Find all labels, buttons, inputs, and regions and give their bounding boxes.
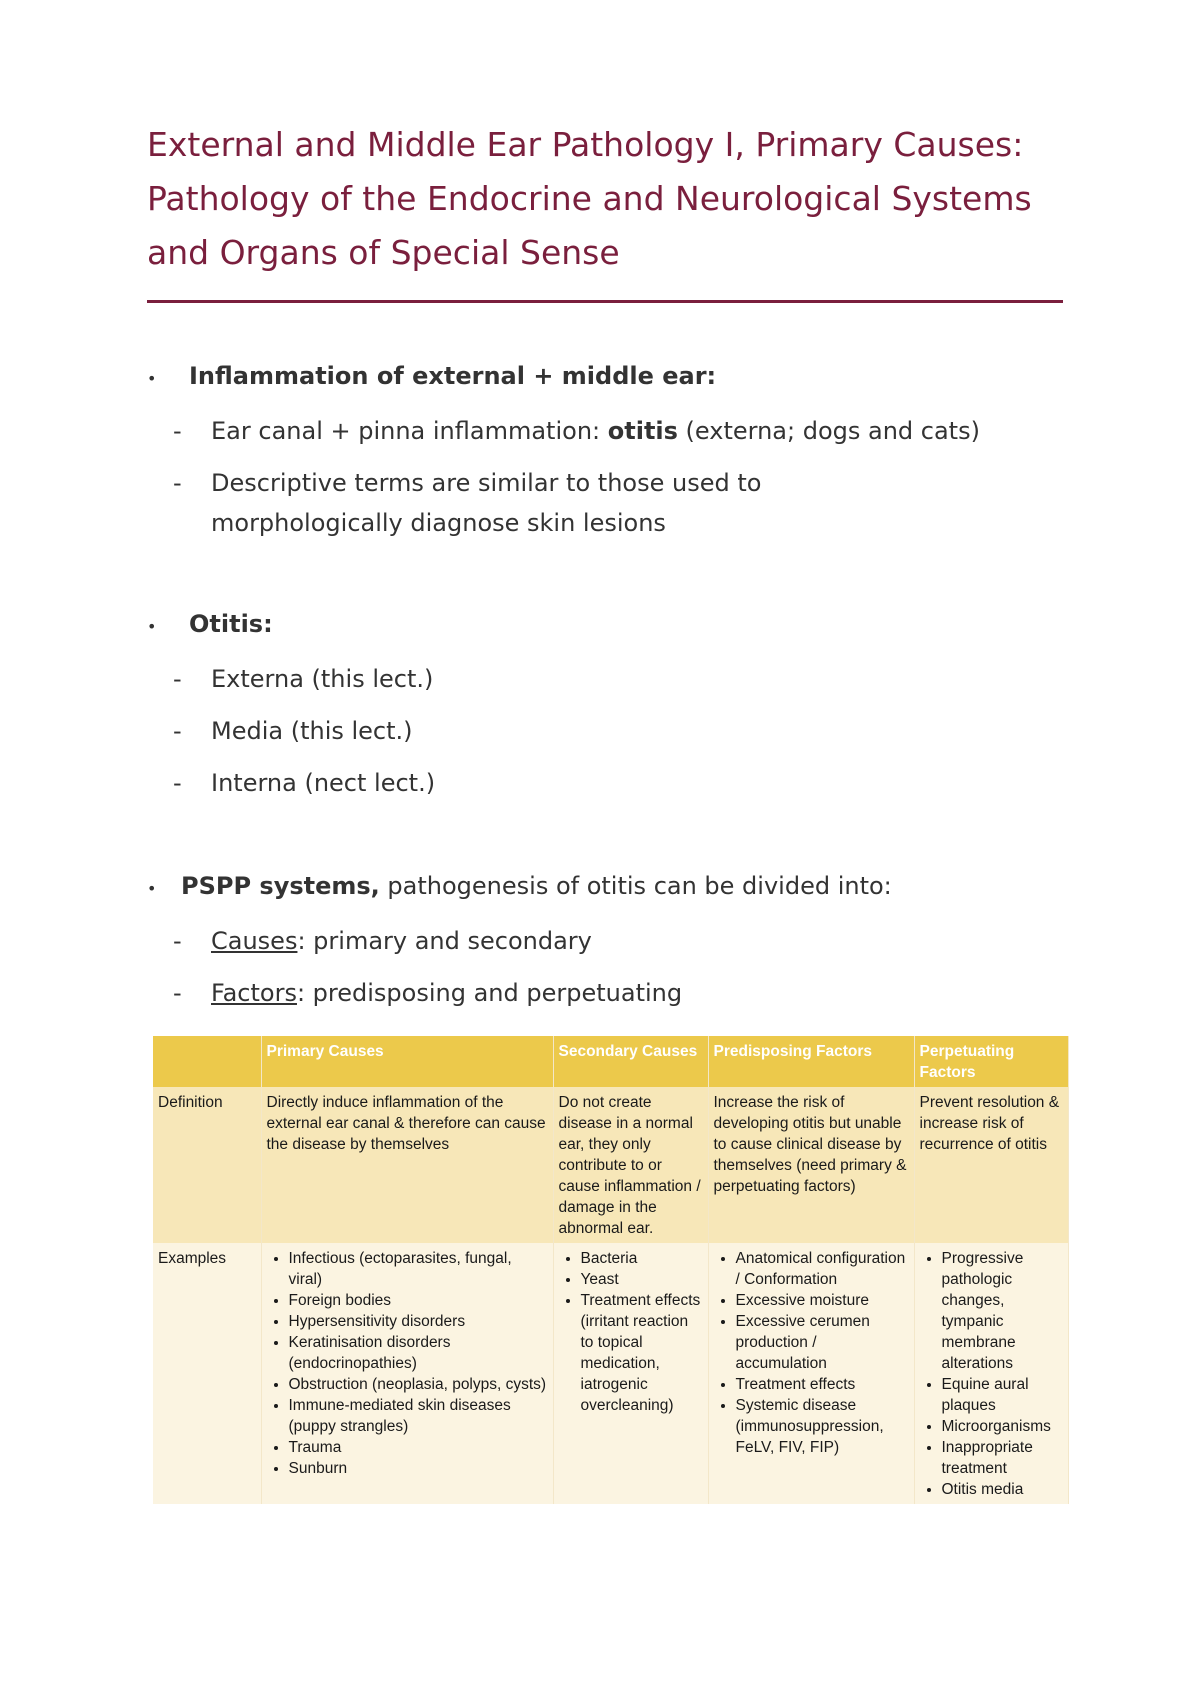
list-item: • Excessive moisture: [736, 1290, 909, 1311]
dash-icon: -: [173, 469, 182, 497]
list-item: [147, 757, 1107, 809]
header-cell-predisposing-factors: Predisposing Factors: [708, 1036, 914, 1087]
bullet-icon: •: [147, 879, 157, 898]
list-item: • Sunburn: [289, 1458, 548, 1479]
item-text: Ear canal + pinna inflammation:: [211, 417, 608, 445]
bullet-heading: [147, 598, 1107, 653]
list-item: • Foreign bodies: [289, 1290, 548, 1311]
dash-icon: -: [173, 979, 182, 1007]
list-item: • Treatment effects (irritant reaction to topical medication, iatrogenic overcleaning): [581, 1290, 703, 1416]
list-item: • Obstruction (neoplasia, polyps, cysts): [289, 1374, 548, 1395]
header-cell-empty: [153, 1036, 261, 1087]
table-header-row: [153, 1036, 1068, 1087]
item-underline: Factors: [211, 979, 297, 1007]
bullet-heading: [147, 860, 1107, 915]
list-item: • Keratinisation disorders (endocrinopathies): [289, 1332, 548, 1374]
item-text: Media (this lect.): [211, 717, 413, 745]
page-title: External and Middle Ear Pathology I, Primary Causes: Pathology of the Endocrine and Neurological Systems and Organs of Special Sense: [147, 125, 1032, 272]
section-otitis: [147, 598, 1107, 809]
bullet-icon: •: [147, 617, 157, 636]
title-divider: [147, 300, 1063, 303]
examples-primary: [261, 1243, 553, 1504]
examples-list: [920, 1248, 1063, 1500]
list-item: • Systemic disease (immunosuppression, FeLV, FIV, FIP): [736, 1395, 909, 1458]
list-item: • Equine aural plaques: [942, 1374, 1063, 1416]
header-cell-primary-causes: Primary Causes: [261, 1036, 553, 1087]
definition-secondary: Do not create disease in a normal ear, they only contribute to or cause inflammation / damage in the abnormal ear.: [553, 1087, 708, 1243]
bullet-label: PSPP systems,: [181, 872, 380, 900]
table: [153, 1036, 1069, 1504]
pspp-table: [153, 1036, 1068, 1504]
examples-predisposing: [708, 1243, 914, 1504]
item-text: Descriptive terms are similar to those used to morphologically diagnose skin lesions: [211, 469, 762, 537]
section-pspp: [147, 860, 1107, 1019]
examples-perpetuating: [914, 1243, 1068, 1504]
item-text-rest: : primary and secondary: [297, 927, 592, 955]
list-item: [147, 915, 1107, 967]
table-row-definition: [153, 1087, 1068, 1243]
list-item: • Trauma: [289, 1437, 548, 1458]
list-item: [147, 967, 1107, 1019]
list-item: • Excessive cerumen production / accumulation: [736, 1311, 909, 1374]
row-label-examples: Examples: [153, 1243, 261, 1504]
bullet-icon: •: [147, 369, 157, 388]
section-inflammation: [147, 350, 1107, 543]
item-bold: otitis: [607, 417, 678, 445]
dash-icon: -: [173, 927, 182, 955]
header-cell-perpetuating-factors: Perpetuating Factors: [914, 1036, 1068, 1087]
list-item: • Microorganisms: [942, 1416, 1063, 1437]
list-item: • Treatment effects: [736, 1374, 909, 1395]
list-item: • Immune-mediated skin diseases (puppy strangles): [289, 1395, 548, 1437]
bullet-label-rest: pathogenesis of otitis can be divided into:: [379, 872, 892, 900]
definition-perpetuating: Prevent resolution & increase risk of recurrence of otitis: [914, 1087, 1068, 1243]
list-item: • Otitis media: [942, 1479, 1063, 1500]
item-text-rest: (externa; dogs and cats): [677, 417, 980, 445]
list-item: • Progressive pathologic changes, tympanic membrane alterations: [942, 1248, 1063, 1374]
list-item: [147, 457, 1107, 543]
definition-predisposing: Increase the risk of developing otitis but unable to cause clinical disease by themselves (need primary & perpetuating factors): [708, 1087, 914, 1243]
row-label-definition: Definition: [153, 1087, 261, 1243]
item-text-rest: : predisposing and perpetuating: [296, 979, 683, 1007]
item-text: Externa (this lect.): [211, 665, 434, 693]
list-item: • Hypersensitivity disorders: [289, 1311, 548, 1332]
list-item: [147, 405, 1107, 457]
list-item: • Anatomical configuration / Conformation: [736, 1248, 909, 1290]
examples-list: [267, 1248, 548, 1479]
list-item: • Infectious (ectoparasites, fungal, viral): [289, 1248, 548, 1290]
dash-icon: -: [173, 717, 182, 745]
bullet-label: Inflammation of external + middle ear:: [189, 362, 717, 390]
header-cell-secondary-causes: Secondary Causes: [553, 1036, 708, 1087]
list-item: • Yeast: [581, 1269, 703, 1290]
list-item: [147, 705, 1107, 757]
dash-icon: -: [173, 665, 182, 693]
examples-list: [559, 1248, 703, 1416]
bullet-label: Otitis:: [189, 610, 273, 638]
item-underline: Causes: [211, 927, 298, 955]
examples-list: [714, 1248, 909, 1458]
bullet-heading: [147, 350, 1107, 405]
list-item: • Bacteria: [581, 1248, 703, 1269]
list-item: [147, 653, 1107, 705]
examples-secondary: [553, 1243, 708, 1504]
dash-icon: -: [173, 417, 182, 445]
definition-primary: Directly induce inflammation of the external ear canal & therefore can cause the disease by themselves: [261, 1087, 553, 1243]
dash-icon: -: [173, 769, 182, 797]
table-row-examples: [153, 1243, 1068, 1504]
item-text: Interna (nect lect.): [211, 769, 436, 797]
list-item: • Inappropriate treatment: [942, 1437, 1063, 1479]
